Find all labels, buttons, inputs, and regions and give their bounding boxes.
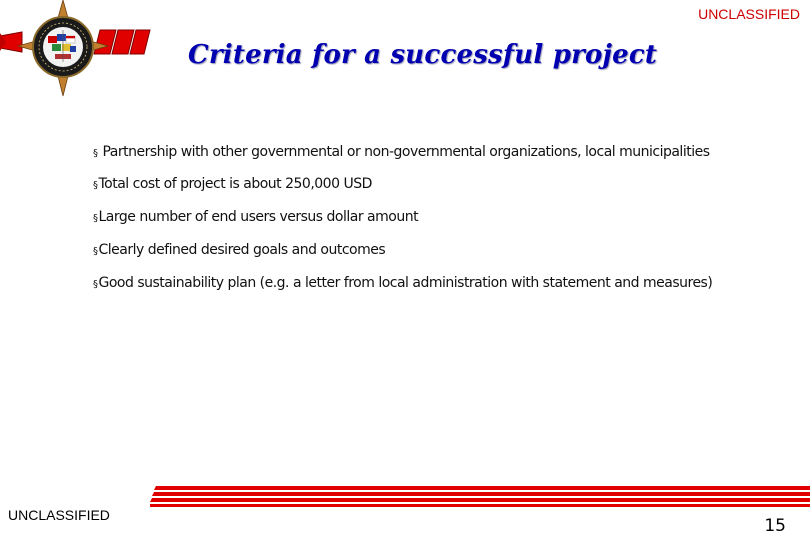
page-number: 15 <box>764 516 786 536</box>
bullet-marker: § <box>93 279 98 290</box>
bullet-marker: § <box>93 148 98 159</box>
bullet-item <box>93 176 713 194</box>
slide-title: Criteria for a successful project <box>188 40 658 70</box>
bullet-text: Total cost of project is about 250,000 USD <box>98 176 372 192</box>
bullet-text: Partnership with other governmental or non-governmental organizations, local municipalities <box>102 144 710 160</box>
bullet-item <box>93 275 713 293</box>
classification-top: UNCLASSIFIED <box>698 6 800 22</box>
bullet-item <box>93 209 713 227</box>
bullet-text: Large number of end users versus dollar amount <box>98 209 419 225</box>
emblem-seal-icon <box>0 0 160 100</box>
bullet-marker: § <box>93 213 98 224</box>
bullet-list <box>93 144 713 293</box>
bullet-text: Clearly defined desired goals and outcomes <box>98 242 386 258</box>
footer-stripes <box>150 486 810 512</box>
bullet-text: Good sustainability plan (e.g. a letter from local administration with statement and measures) <box>98 275 713 291</box>
bullet-item <box>93 144 713 162</box>
bullet-item <box>93 242 713 260</box>
classification-bottom: UNCLASSIFIED <box>8 507 110 523</box>
bullet-marker: § <box>93 180 98 191</box>
bullet-marker: § <box>93 246 98 257</box>
